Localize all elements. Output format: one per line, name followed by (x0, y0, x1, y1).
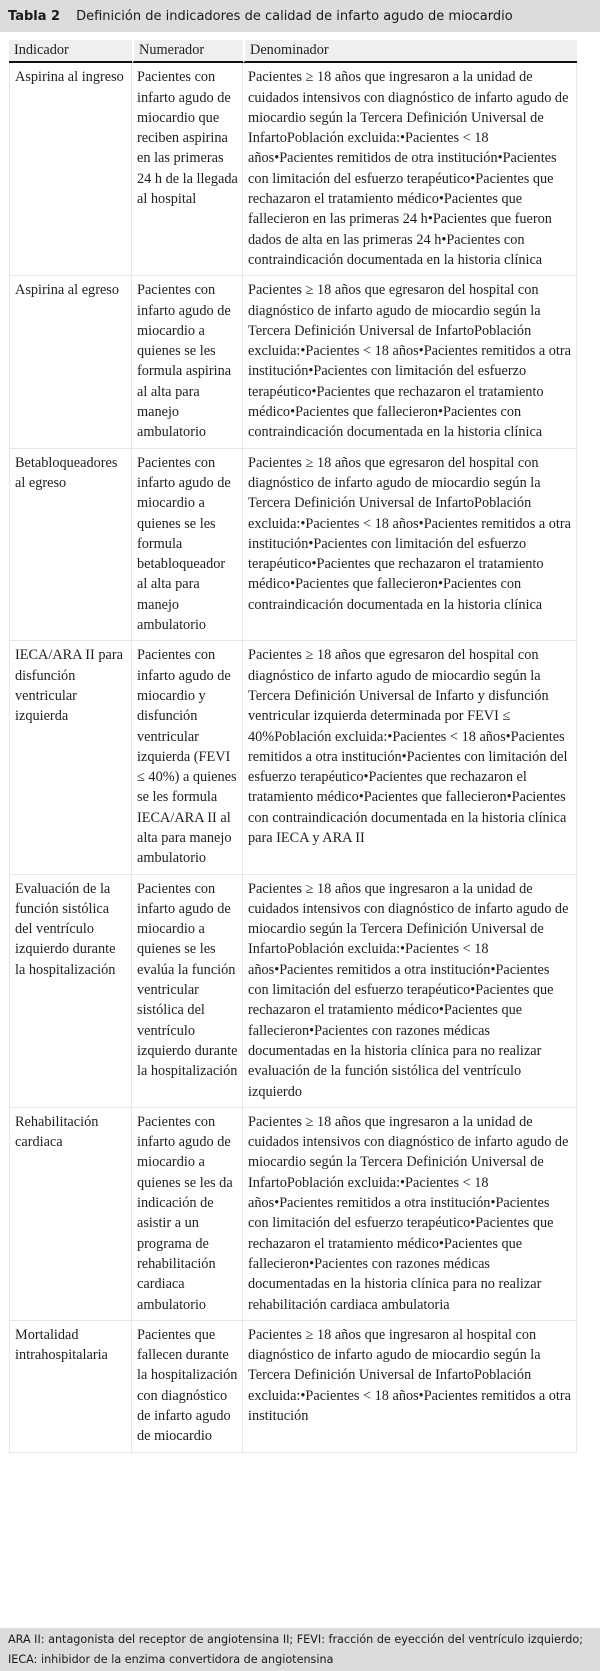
cell-numerador: Pacientes que fallecen durante la hospitalización con diagnóstico de infarto agudo de miocardio (132, 1321, 243, 1453)
cell-denominador: Pacientes ≥ 18 años que egresaron del hospital con diagnóstico de infarto agudo de miocardio según la Tercera Definición Universal de InfartoPoblación excluida:•Pacientes < 18 años•Pacientes remitidos a otra institución•Pacientes con limitación del esfuerzo terapéutico•Pacientes que rechazaron el tratamiento médico•Pacientes que fallecieron•Pacientes con contraindicación documentada en la historia clínica (243, 276, 577, 448)
header-numerador: Numerador (132, 40, 243, 63)
cell-denominador: Pacientes ≥ 18 años que egresaron del hospital con diagnóstico de infarto agudo de miocardio según la Tercera Definición Universal de InfartoPoblación excluida:•Pacientes < 18 años•Pacientes remitidos a otra institución•Pacientes con limitación del esfuerzo terapéutico•Pacientes que rechazaron el tratamiento médico•Pacientes que fallecieron•Pacientes con contraindicación documentada en la historia clínica (243, 449, 577, 642)
cell-denominador: Pacientes ≥ 18 años que ingresaron a la unidad de cuidados intensivos con diagnóstico de infarto agudo de miocardio según la Tercera Definición Universal de InfartoPoblación excluida:•Pacientes < 18 años•Pacientes remitidos a otra institución•Pacientes con limitación del esfuerzo terapéutico•Pacientes que rechazaron el tratamiento médico•Pacientes que fallecieron•Pacientes con razones médicas documentadas en la historia clínica para no realizar evaluación de la función sistólica del ventrículo izquierdo (243, 875, 577, 1108)
cell-denominador: Pacientes ≥ 18 años que ingresaron a la unidad de cuidados intensivos con diagnóstico de infarto agudo de miocardio según la Tercera Definición Universal de InfartoPoblación excluida:•Pacientes < 18 años•Pacientes remitidos a otra institución•Pacientes con limitación del esfuerzo terapéutico•Pacientes que rechazaron el tratamiento médico•Pacientes que fallecieron•Pacientes con razones médicas documentadas en la historia clínica para no realizar rehabilitación cardiaca ambulatoria (243, 1108, 577, 1321)
table-row (9, 276, 577, 448)
cell-denominador: Pacientes ≥ 18 años que ingresaron a la unidad de cuidados intensivos con diagnóstico de infarto agudo de miocardio según la Tercera Definición Universal de InfartoPoblación excluida:•Pacientes < 18 años•Pacientes remitidos de otra institución•Pacientes con limitación del esfuerzo terapéutico•Pacientes que rechazaron el tratamiento médico•Pacientes que fallecieron en las primeras 24 h•Pacientes que fueron dados de alta en las primeras 24 h•Pacientes con contraindicación documentada en la historia clínica (243, 63, 577, 276)
header-row (9, 40, 577, 63)
cell-indicador: Aspirina al egreso (9, 276, 132, 448)
cell-indicador: Rehabilitación cardiaca (9, 1108, 132, 1321)
cell-indicador: Evaluación de la función sistólica del ventrículo izquierdo durante la hospitalización (9, 875, 132, 1108)
cell-numerador: Pacientes con infarto agudo de miocardio a quienes se les formula betabloqueador al alta para manejo ambulatorio (132, 449, 243, 642)
table-row (9, 449, 577, 642)
table-row (9, 1108, 577, 1321)
table-caption (0, 0, 600, 32)
cell-indicador: Mortalidad intrahospitalaria (9, 1321, 132, 1453)
table-label: Tabla 2 (8, 8, 61, 24)
quality-indicators-table (9, 40, 577, 1453)
table-header (9, 40, 577, 63)
table-title: Definición de indicadores de calidad de infarto agudo de miocardio (76, 8, 513, 24)
cell-denominador: Pacientes ≥ 18 años que ingresaron al hospital con diagnóstico de infarto agudo de miocardio según la Tercera Definición Universal de InfartoPoblación excluida:•Pacientes < 18 años•Pacientes remitidos a otra institución (243, 1321, 577, 1453)
table-footnote: ARA II: antagonista del receptor de angiotensina II; FEVI: fracción de eyección del ventrículo izquierdo; IECA: inhibidor de la enzima convertidora de angiotensina (0, 1628, 600, 1671)
cell-numerador: Pacientes con infarto agudo de miocardio y disfunción ventricular izquierda (FEVI ≤ 40%) a quienes se les formula IECA/ARA II al alta para manejo ambulatorio (132, 641, 243, 874)
cell-indicador: Aspirina al ingreso (9, 63, 132, 276)
cell-numerador: Pacientes con infarto agudo de miocardio a quienes se les formula aspirina al alta para manejo ambulatorio (132, 276, 243, 448)
table-row (9, 1321, 577, 1453)
table-row (9, 63, 577, 276)
table-body (9, 63, 577, 1452)
table-row (9, 875, 577, 1108)
cell-numerador: Pacientes con infarto agudo de miocardio a quienes se les evalúa la función ventricular sistólica del ventrículo izquierdo durante la hospitalización (132, 875, 243, 1108)
table-row (9, 641, 577, 874)
quality-indicators-table-container (9, 40, 577, 1453)
header-indicador: Indicador (9, 40, 132, 63)
cell-indicador: IECA/ARA II para disfunción ventricular izquierda (9, 641, 132, 874)
header-denominador: Denominador (243, 40, 577, 63)
cell-numerador: Pacientes con infarto agudo de miocardio a quienes se les da indicación de asistir a un programa de rehabilitación cardiaca ambulatorio (132, 1108, 243, 1321)
cell-numerador: Pacientes con infarto agudo de miocardio que reciben aspirina en las primeras 24 h de la llegada al hospital (132, 63, 243, 276)
cell-denominador: Pacientes ≥ 18 años que egresaron del hospital con diagnóstico de infarto agudo de miocardio según la Tercera Definición Universal de Infarto y disfunción ventricular izquierda determinada por FEVI ≤ 40%Población excluida:•Pacientes < 18 años•Pacientes remitidos a otra institución•Pacientes con limitación del esfuerzo terapéutico•Pacientes que rechazaron el tratamiento médico•Pacientes que fallecieron•Pacientes con contraindicación documentada en la historia clínica para IECA y ARA II (243, 641, 577, 874)
cell-indicador: Betabloqueadores al egreso (9, 449, 132, 642)
